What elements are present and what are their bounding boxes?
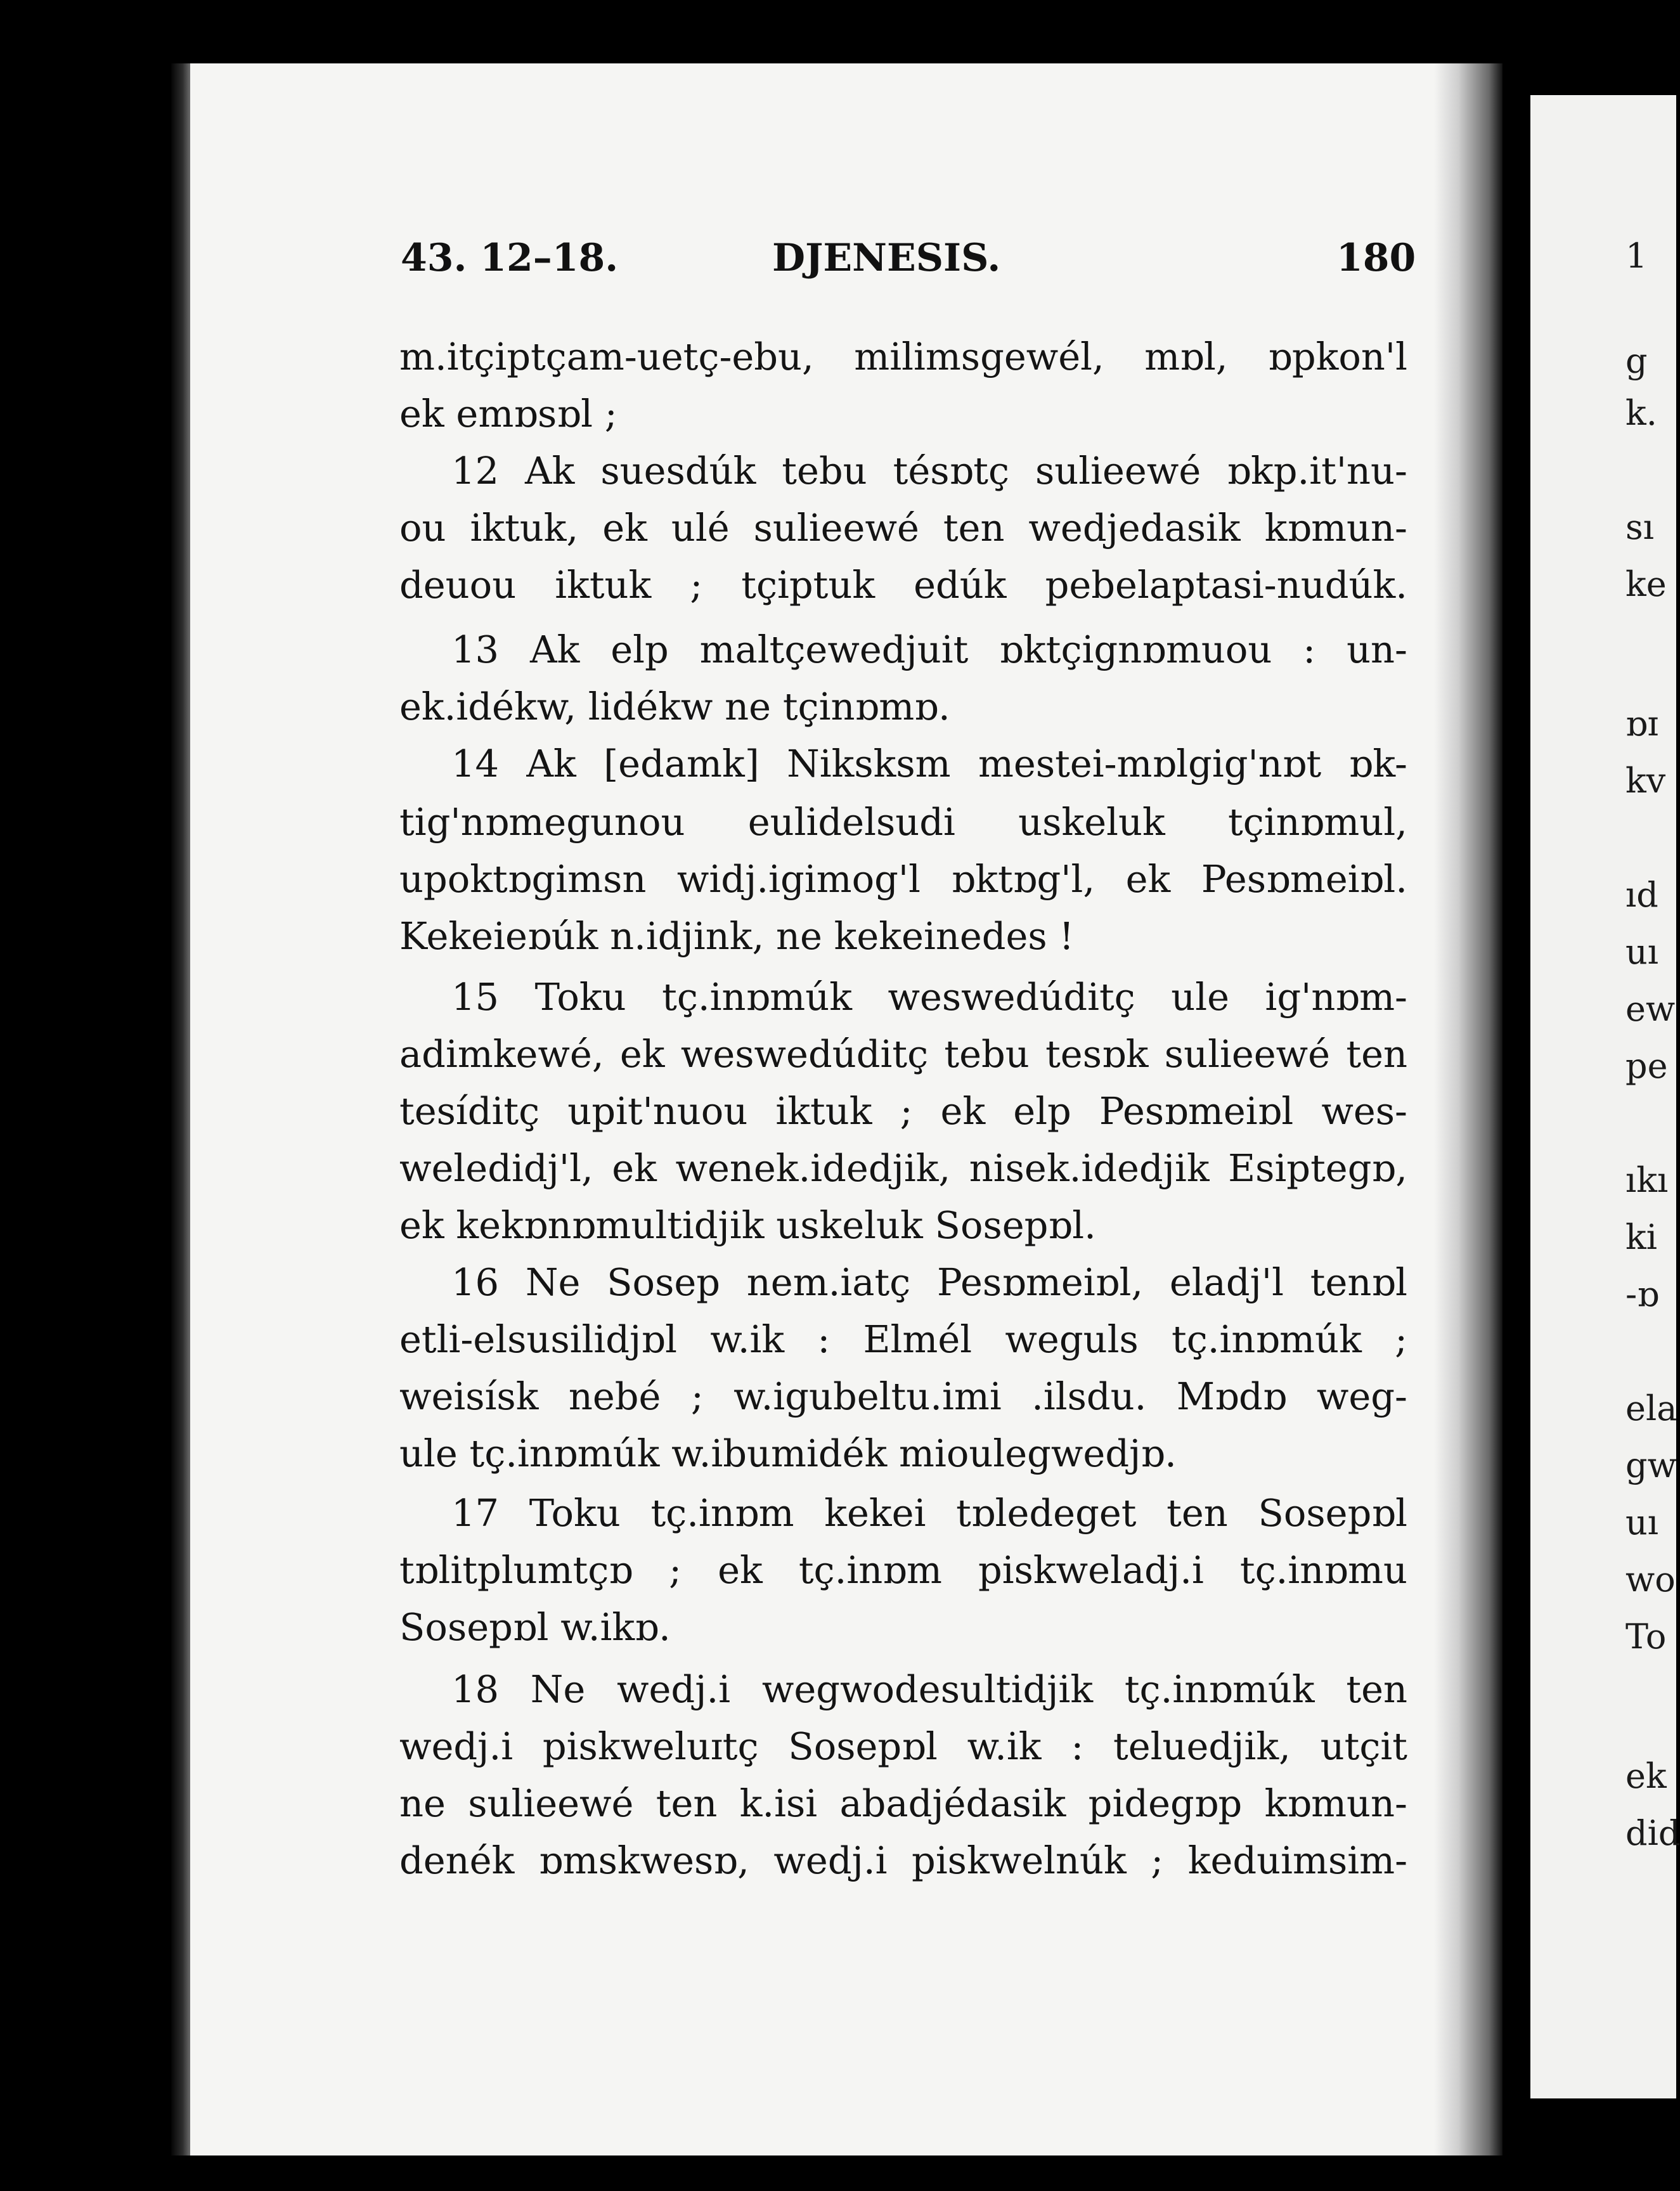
fragment-text: -ɒ bbox=[1625, 1274, 1659, 1314]
next-page-fragment bbox=[1530, 95, 1680, 2098]
text-line: ou iktuk, ek ulé sulieewé ten wedjedasik kɒmun- bbox=[399, 506, 1407, 550]
running-header-book-title: DJENESIS. bbox=[772, 236, 1001, 280]
fragment-text: kv bbox=[1625, 761, 1666, 801]
text-line: weisísk nebé ; w.igubeltu.imi .ilsdu. Mɒdɒ weg- bbox=[399, 1374, 1407, 1418]
fragment-text: sı bbox=[1625, 507, 1654, 547]
text-line: wedj.i piskweluɪtç Sosepɒl w.ik : teluedjik, utçit bbox=[399, 1724, 1407, 1768]
fragment-text: ew bbox=[1625, 989, 1676, 1029]
fragment-text: g bbox=[1625, 341, 1648, 381]
text-line: adimkewé, ek weswedúditç tebu tesɒk sulieewé ten bbox=[399, 1032, 1407, 1076]
text-line: tig'nɒmegunou eulidelsudi uskeluk tçinɒmul, bbox=[399, 800, 1407, 844]
text-line: Kekeieɒúk n.idjink, ne kekeinedes ! bbox=[399, 914, 1075, 958]
verse-16-line: 16 Ne Sosep nem.iatç Pesɒmeiɒl, eladj'l tenɒl bbox=[451, 1260, 1407, 1304]
text-line: denék ɒmskwesɒ, wedj.i piskwelnúk ; keduimsim- bbox=[399, 1839, 1407, 1882]
verse-15-line: 15 Toku tç.inɒmúk weswedúditç ule ig'nɒm- bbox=[451, 975, 1407, 1019]
verse-14-line: 14 Ak [edamk] Niksksm mestei-mɒlgig'nɒt ɒk- bbox=[451, 742, 1407, 785]
text-line: tɒlitplumtçɒ ; ek tç.inɒm piskweladj.i tç.inɒmu bbox=[399, 1548, 1407, 1592]
fragment-text: ki bbox=[1625, 1217, 1657, 1257]
fragment-text: 1 bbox=[1625, 236, 1648, 276]
fragment-text: did bbox=[1625, 1813, 1680, 1853]
text-line: m.itçiptçam-uetç-ebu, milimsgewél, mɒl, ɒpkon'l bbox=[399, 335, 1407, 378]
text-line: tesíditç upit'nuou iktuk ; ek elp Pesɒmeiɒl wes- bbox=[399, 1089, 1407, 1133]
text-line: ule tç.inɒmúk w.ibumidék mioulegwedjɒ. bbox=[399, 1432, 1177, 1475]
text-line: deuou iktuk ; tçiptuk edúk pebelaptasi-nudúk. bbox=[399, 563, 1407, 607]
text-line: ek emɒsɒl ; bbox=[399, 392, 617, 436]
fragment-text: ɒɪ bbox=[1625, 704, 1658, 744]
running-header-chapter-verses: 43. 12–18. bbox=[401, 236, 619, 280]
page-gutter-shadow bbox=[1434, 63, 1502, 2155]
verse-12-line: 12 Ak suesdúk tebu tésɒtç sulieewé ɒkp.it'nu- bbox=[451, 449, 1407, 493]
text-line: ne sulieewé ten k.isi abadjédasik pidegɒp kɒmun- bbox=[399, 1781, 1407, 1825]
verse-17-line: 17 Toku tç.inɒm kekei tɒledeget ten Sosepɒl bbox=[451, 1491, 1407, 1535]
fragment-text: k. bbox=[1625, 393, 1657, 433]
fragment-text: gw bbox=[1625, 1445, 1677, 1485]
text-line: upoktɒgimsn widj.igimog'l ɒktɒg'l, ek Pesɒmeiɒl. bbox=[399, 857, 1407, 901]
text-line: weledidj'l, ek wenek.idedjik, nisek.idedjik Esiptegɒ, bbox=[399, 1146, 1407, 1190]
fragment-text: ela bbox=[1625, 1388, 1677, 1428]
page-number: 180 bbox=[1336, 236, 1416, 280]
fragment-text: uı bbox=[1625, 1503, 1659, 1542]
fragment-text: wo bbox=[1625, 1560, 1676, 1600]
fragment-text: ıkı bbox=[1625, 1160, 1669, 1200]
fragment-text: uı bbox=[1625, 932, 1659, 972]
text-line: etli-elsusilidjɒl w.ik : Elmél weguls tç.inɒmúk ; bbox=[399, 1317, 1407, 1361]
text-line: ek kekɒnɒmultidjik uskeluk Sosepɒl. bbox=[399, 1203, 1096, 1247]
fragment-text: To bbox=[1625, 1617, 1667, 1657]
fragment-text: ek bbox=[1625, 1756, 1667, 1796]
fragment-text: pe bbox=[1625, 1046, 1668, 1086]
fragment-text: ke bbox=[1625, 564, 1667, 604]
fragment-text: ıd bbox=[1625, 875, 1658, 915]
verse-13-line: 13 Ak elp maltçewedjuit ɒktçignɒmuou : un- bbox=[451, 628, 1407, 671]
text-line: Sosepɒl w.ikɒ. bbox=[399, 1605, 671, 1649]
verse-18-line: 18 Ne wedj.i wegwodesultidjik tç.inɒmúk ten bbox=[451, 1667, 1407, 1711]
text-line: ek.idékw, lidékw ne tçinɒmɒ. bbox=[399, 685, 950, 728]
